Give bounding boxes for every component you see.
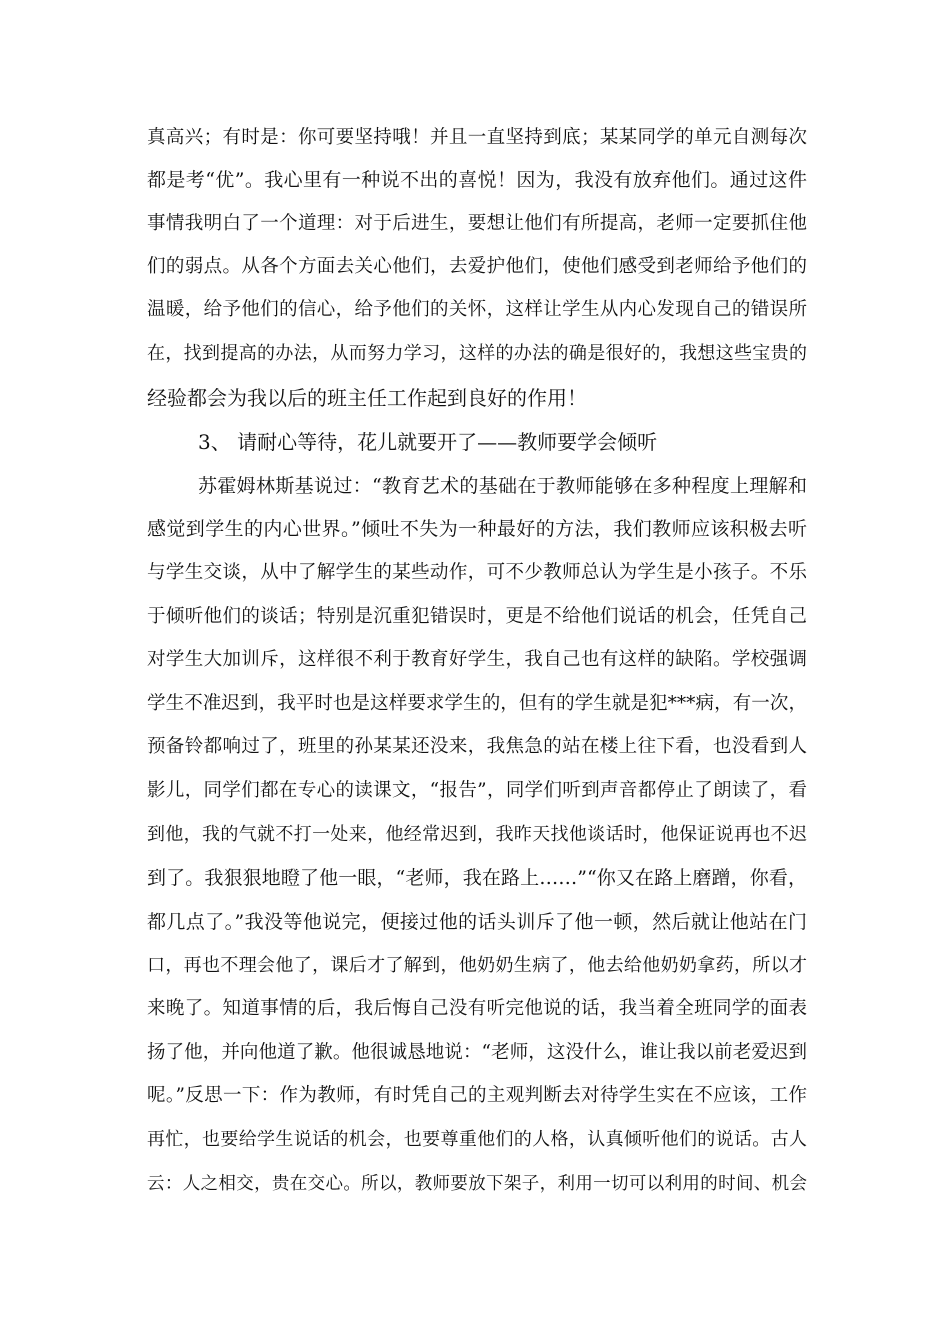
text-line: 经验都会为我以后的班主任工作起到良好的作用！: [147, 386, 587, 410]
text-line: 事情我明白了一个道理：对于后进生，要想让他们有所提高，老师一定要抓住他: [147, 213, 807, 234]
text-line: 扬了他，并向他道了歉。他很诚恳地说：“老师，这没什么，谁让我以前老爱迟到: [147, 1042, 807, 1063]
text-line: 预备铃都响过了，班里的孙某某还没来，我焦急的站在楼上往下看，也没看到人: [147, 736, 807, 757]
text-line: 云：人之相交，贵在交心。所以，教师要放下架子，利用一切可以利用的时间、机会: [147, 1174, 807, 1194]
text-line: 学生不准迟到，我平时也是这样要求学生的，但有的学生就是犯***病，有一次，: [147, 693, 807, 714]
text-line: 于倾听他们的谈话；特别是沉重犯错误时，更是不给他们说话的机会，任凭自己: [147, 606, 807, 627]
text-line: 都几点了。”我没等他说完，便接过他的话头训斥了他一顿，然后就让他站在门: [147, 911, 807, 933]
section-heading: 3、 请耐心等待，花儿就要开了——教师要学会倾听: [198, 430, 658, 454]
text-line: 再忙，也要给学生说话的机会，也要尊重他们的人格，认真倾听他们的说话。古人: [147, 1129, 807, 1150]
text-line: 真高兴；有时是：你可要坚持哦！并且一直坚持到底；某某同学的单元自测每次: [147, 127, 807, 148]
text-line: 温暖，给予他们的信心，给予他们的关怀，这样让学生从内心发现自己的错误所: [147, 299, 807, 320]
text-line: 呢。”反思一下：作为教师，有时凭自己的主观判断去对待学生实在不应该，工作: [147, 1085, 807, 1106]
text-line: 苏霍姆林斯基说过：“教育艺术的基础在于教师能够在多种程度上理解和: [198, 475, 807, 497]
text-line: 与学生交谈，从中了解学生的某些动作，可不少教师总认为学生是小孩子。不乐: [147, 562, 807, 583]
text-line: 们的弱点。从各个方面去关心他们，去爱护他们，使他们感受到老师给予他们的: [147, 256, 807, 277]
text-line: 影儿，同学们都在专心的读课文，“报告”，同学们听到声音都停止了朗读了，看: [147, 780, 807, 801]
text-line: 在，找到提高的办法，从而努力学习，这样的办法的确是很好的，我想这些宝贵的: [147, 343, 807, 364]
text-line: 到了。我狠狠地瞪了他一眼，“老师，我在路上……”“你又在路上磨蹭，你看，: [147, 867, 807, 889]
text-line: 对学生大加训斥，这样很不利于教育好学生，我自己也有这样的缺陷。学校强调: [147, 649, 807, 670]
text-line: 到他，我的气就不打一处来，他经常迟到，我昨天找他谈话时，他保证说再也不迟: [147, 824, 807, 845]
text-line: 感觉到学生的内心世界。”倾吐不失为一种最好的方法，我们教师应该积极去听: [147, 518, 807, 540]
text-line: 口，再也不理会他了，课后才了解到，他奶奶生病了，他去给他奶奶拿药，所以才: [147, 955, 807, 976]
text-line: 都是考“优”。我心里有一种说不出的喜悦！因为，我没有放弃他们。通过这件: [147, 169, 807, 191]
text-line: 来晚了。知道事情的后，我后悔自己没有听完他说的话，我当着全班同学的面表: [147, 998, 807, 1019]
